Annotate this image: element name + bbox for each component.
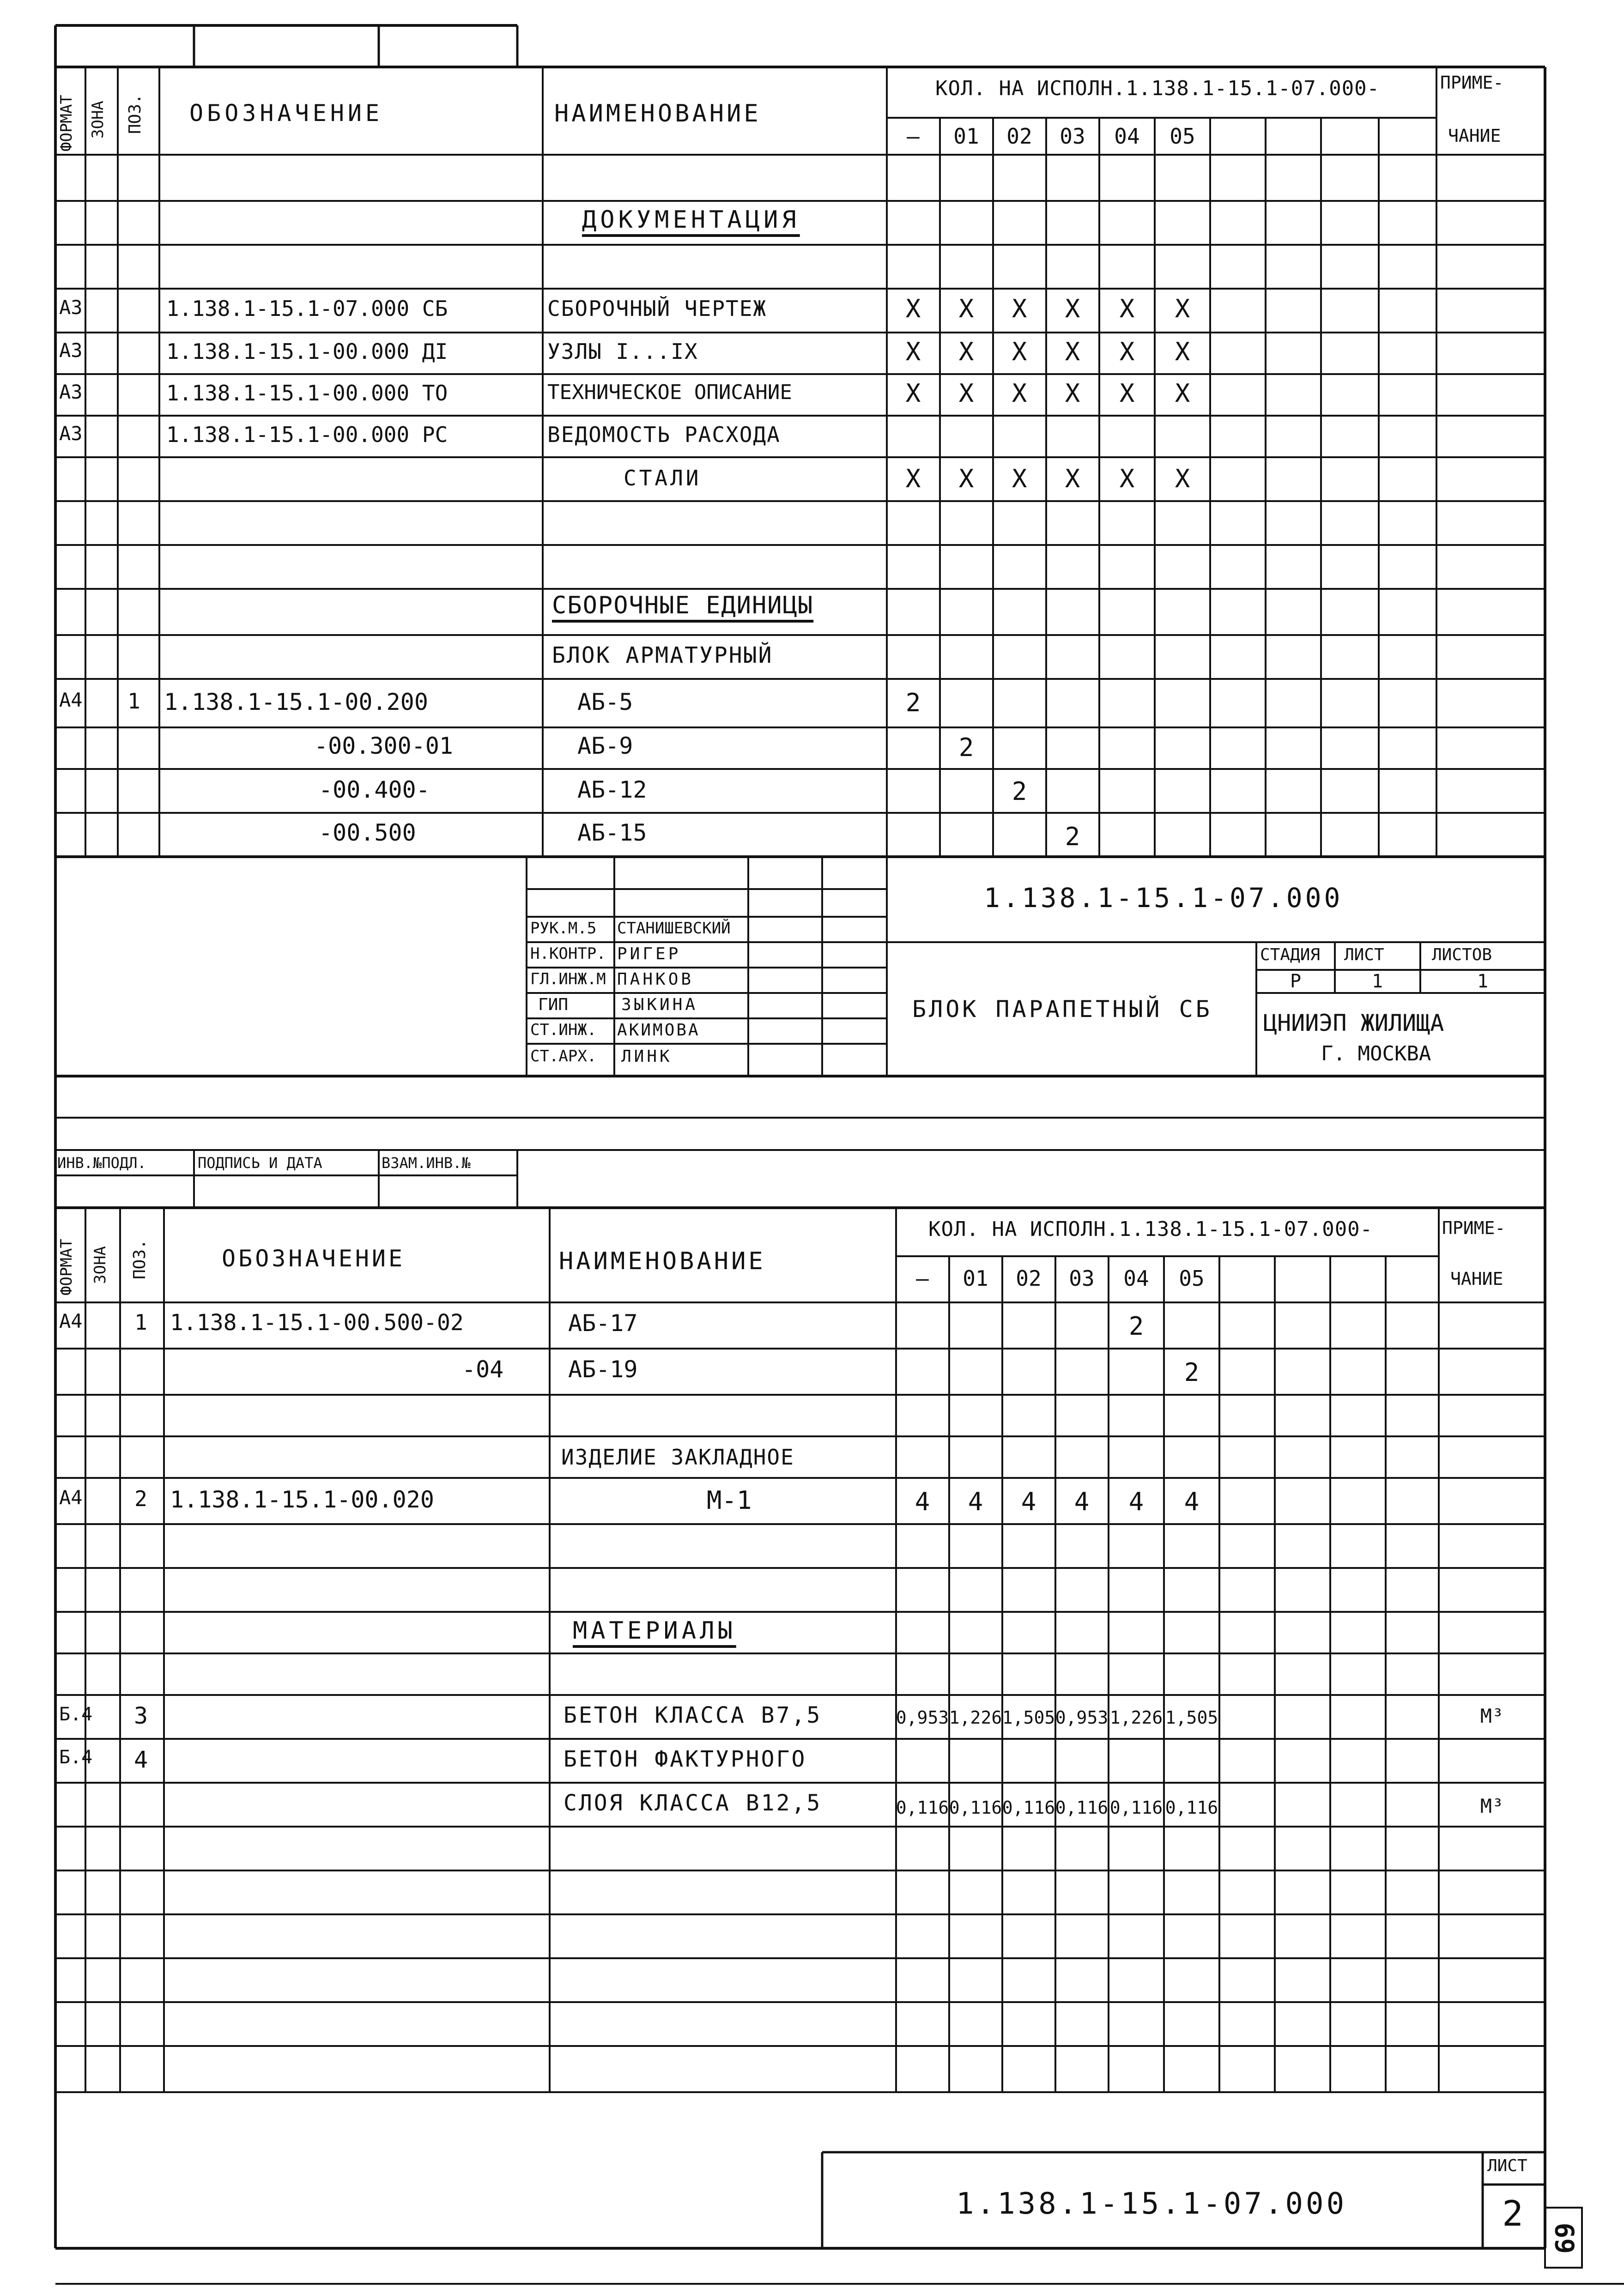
title-block-title: БЛОК ПАРАПЕТНЫЙ СБ xyxy=(912,996,1212,1023)
s2-r5-note: М³ xyxy=(1480,1795,1504,1817)
s2-r1-q5: 2 xyxy=(1184,1358,1200,1387)
title-stage-label: СТАДИЯ xyxy=(1260,945,1321,964)
s1-r8-name: АБ-12 xyxy=(577,776,647,803)
tb-person-2: ПАНКОВ xyxy=(617,970,694,989)
s1-r0-name: СБОРОЧНЫЙ ЧЕРТЕЖ xyxy=(547,296,767,321)
s1-r0-q1: X xyxy=(958,294,974,323)
s2-r0-fmt: А4 xyxy=(59,1310,83,1332)
tb-person-0: СТАНИШЕВСКИЙ xyxy=(617,919,731,938)
s2-r2-q1: 4 xyxy=(968,1487,983,1516)
variant-h-0: — xyxy=(907,124,920,149)
s1-r6-des: 1.138.1-15.1-00.200 xyxy=(164,689,428,715)
header-note-1: ПРИМЕ- xyxy=(1440,73,1504,93)
header2-designation: ОБОЗНАЧЕНИЕ xyxy=(222,1245,406,1272)
s1-r1-q4: X xyxy=(1119,337,1135,366)
header-name: НАИМЕНОВАНИЕ xyxy=(554,100,761,127)
variant2-h-2: 02 xyxy=(1016,1266,1042,1291)
s2-r2-name: М-1 xyxy=(707,1486,752,1515)
variant2-h-0: — xyxy=(916,1266,929,1291)
tb-role-1: Н.КОНТР. xyxy=(530,944,606,963)
s1-r2-q4: X xyxy=(1119,379,1135,408)
s2-r1-name: АБ-19 xyxy=(568,1356,638,1383)
s1-r2-q1: X xyxy=(958,379,974,408)
s2-r3-q2: 1,505 xyxy=(1002,1707,1055,1728)
s1-r6-fmt: А4 xyxy=(59,689,83,711)
title-sheet-label: ЛИСТ xyxy=(1344,945,1384,964)
s1-r4-q1: X xyxy=(958,464,974,493)
s2-r0-q4: 2 xyxy=(1128,1312,1144,1341)
s2-r3-pos: 3 xyxy=(133,1702,148,1729)
s1-r1-name: УЗЛЫ I...IX xyxy=(547,339,698,364)
header-qty-title: КОЛ. НА ИСПОЛН.1.138.1-15.1-07.000- xyxy=(935,77,1380,100)
s1-r6-name: АБ-5 xyxy=(577,689,633,715)
s2-r5-q3: 0,116 xyxy=(1055,1798,1109,1818)
variant2-h-3: 03 xyxy=(1069,1266,1095,1291)
s1-r0-des: 1.138.1-15.1-07.000 СБ xyxy=(166,296,448,321)
variant-h-2: 02 xyxy=(1006,124,1032,149)
s1-r4-q5: X xyxy=(1175,464,1190,493)
s2-r4-pos: 4 xyxy=(133,1746,148,1773)
s1-r1-q1: X xyxy=(958,337,974,366)
s1-r8-des: -00.400- xyxy=(319,776,430,803)
footer-code: 1.138.1-15.1-07.000 xyxy=(956,2187,1347,2221)
s1-r7-name: АБ-9 xyxy=(577,732,633,759)
header-designation: ОБОЗНАЧЕНИЕ xyxy=(189,100,383,127)
header-zone: ЗОНА xyxy=(89,101,107,139)
tb-person-5: ЛИНК xyxy=(621,1047,673,1066)
s2-r1-des: -04 xyxy=(462,1356,504,1383)
organization: ЦНИИЭП ЖИЛИЩА xyxy=(1263,1010,1444,1036)
title-sheets: 1 xyxy=(1477,971,1489,992)
s1-r0-q0: X xyxy=(905,294,921,323)
page-number: 69 xyxy=(1551,2222,1581,2254)
title-stage: Р xyxy=(1290,971,1302,992)
s2-r5-q2: 0,116 xyxy=(1002,1798,1055,1818)
s2-r2-des: 1.138.1-15.1-00.020 xyxy=(170,1486,434,1513)
section-embedded: ИЗДЕЛИЕ ЗАКЛАДНОЕ xyxy=(561,1445,794,1470)
s1-r4-q2: X xyxy=(1012,464,1027,493)
s1-r7-q1: 2 xyxy=(958,733,974,762)
s1-r4-q4: X xyxy=(1119,464,1135,493)
header2-note-2: ЧАНИЕ xyxy=(1450,1269,1503,1289)
s1-r7-des: -00.300-01 xyxy=(314,732,454,759)
s1-r9-q3: 2 xyxy=(1065,822,1080,851)
s2-r3-q5: 1,505 xyxy=(1165,1707,1218,1728)
s1-r0-q5: X xyxy=(1175,294,1190,323)
s1-r6-pos: 1 xyxy=(127,689,140,714)
s2-r2-fmt: А4 xyxy=(59,1486,83,1509)
sign-date-label: ПОДПИСЬ И ДАТА xyxy=(198,1154,322,1172)
s1-r1-des: 1.138.1-15.1-00.000 ДI xyxy=(166,339,448,364)
variant-h-5: 05 xyxy=(1170,124,1195,149)
s2-r3-q1: 1,226 xyxy=(949,1707,1002,1728)
s1-r2-q0: X xyxy=(905,379,921,408)
footer-sheet-number: 2 xyxy=(1502,2193,1523,2234)
s2-r4-fmt: Б.4 xyxy=(59,1747,93,1768)
header2-format: ФОРМАТ xyxy=(57,1239,76,1295)
s1-r1-q5: X xyxy=(1175,337,1190,366)
s2-r5-q1: 0,116 xyxy=(949,1798,1002,1818)
s1-r0-q2: X xyxy=(1012,294,1027,323)
title-sheet: 1 xyxy=(1371,971,1383,992)
s1-r1-fmt: А3 xyxy=(59,339,83,362)
tb-person-1: РИГЕР xyxy=(617,944,681,963)
section-materials: МАТЕРИАЛЫ xyxy=(573,1617,736,1645)
s2-r3-fmt: Б.4 xyxy=(59,1704,93,1725)
s1-r0-fmt: А3 xyxy=(59,296,83,319)
s1-r0-q3: X xyxy=(1065,294,1080,323)
s2-r2-q5: 4 xyxy=(1184,1487,1200,1516)
s2-r0-pos: 1 xyxy=(134,1310,147,1335)
footer-sheet-label: ЛИСТ xyxy=(1487,2156,1527,2175)
s2-r2-q3: 4 xyxy=(1074,1487,1090,1516)
s1-r2-fmt: А3 xyxy=(59,381,83,403)
header2-qty-title: КОЛ. НА ИСПОЛН.1.138.1-15.1-07.000- xyxy=(928,1217,1373,1241)
s1-r4-name: СТАЛИ xyxy=(624,466,702,490)
s1-r1-q3: X xyxy=(1065,337,1080,366)
s1-r6-q0: 2 xyxy=(905,688,921,717)
signatures xyxy=(757,860,813,1018)
header2-name: НАИМЕНОВАНИЕ xyxy=(559,1247,766,1275)
s2-r3-q4: 1,226 xyxy=(1109,1707,1163,1728)
s1-r3-des: 1.138.1-15.1-00.000 РС xyxy=(166,422,448,447)
s1-r8-q2: 2 xyxy=(1012,777,1027,806)
s2-r5-q0: 0,116 xyxy=(896,1798,949,1818)
s2-r2-pos: 2 xyxy=(134,1486,147,1511)
s2-r3-name: БЕТОН КЛАССА В7,5 xyxy=(564,1702,822,1728)
s2-r2-q4: 4 xyxy=(1128,1487,1144,1516)
s1-r0-q4: X xyxy=(1119,294,1135,323)
tb-role-0: РУК.М.5 xyxy=(530,919,597,938)
s2-r2-q0: 4 xyxy=(915,1487,930,1516)
tb-role-5: СТ.АРХ. xyxy=(530,1047,597,1065)
section-documentation: ДОКУМЕНТАЦИЯ xyxy=(582,206,800,234)
tb-role-2: ГЛ.ИНЖ.М xyxy=(530,970,606,988)
s1-r1-q0: X xyxy=(905,337,921,366)
header2-zone: ЗОНА xyxy=(91,1246,109,1284)
s1-r9-des: -00.500 xyxy=(319,819,416,846)
s1-r4-q0: X xyxy=(905,464,921,493)
s2-r0-name: АБ-17 xyxy=(568,1310,638,1337)
s2-r5-q4: 0,116 xyxy=(1109,1798,1163,1818)
s1-r2-des: 1.138.1-15.1-00.000 ТО xyxy=(166,381,448,406)
s2-r3-q3: 0,953 xyxy=(1055,1707,1109,1728)
variant-h-3: 03 xyxy=(1060,124,1085,149)
title-sheets-label: ЛИСТОВ xyxy=(1432,945,1492,964)
header-note-2: ЧАНИЕ xyxy=(1448,126,1501,146)
swap-inv-label: ВЗАМ.ИНВ.№ xyxy=(382,1154,471,1172)
s1-r4-q3: X xyxy=(1065,464,1080,493)
s1-r2-q5: X xyxy=(1175,379,1190,408)
s1-r2-q3: X xyxy=(1065,379,1080,408)
s2-r5-q5: 0,116 xyxy=(1165,1798,1218,1818)
s2-r2-q2: 4 xyxy=(1021,1487,1036,1516)
tb-person-4: АКИМОВА xyxy=(617,1021,700,1040)
variant-h-1: 01 xyxy=(953,124,979,149)
header2-pos: ПОЗ. xyxy=(130,1239,149,1279)
s2-r0-des: 1.138.1-15.1-00.500-02 xyxy=(170,1310,464,1336)
inv-number-label: ИНВ.№ПОДЛ. xyxy=(57,1154,146,1172)
header-pos: ПОЗ. xyxy=(126,94,145,134)
tb-role-4: СТ.ИНЖ. xyxy=(530,1021,597,1039)
s2-r3-q0: 0,953 xyxy=(896,1707,949,1728)
header-format: ФОРМАТ xyxy=(57,95,76,151)
variant2-h-1: 01 xyxy=(963,1266,988,1291)
s1-r9-name: АБ-15 xyxy=(577,819,647,846)
organization-city: Г. МОСКВА xyxy=(1321,1042,1431,1065)
section-assembly-units: СБОРОЧНЫЕ ЕДИНИЦЫ xyxy=(552,592,814,619)
variant2-h-4: 04 xyxy=(1123,1266,1149,1291)
s1-r3-name: ВЕДОМОСТЬ РАСХОДА xyxy=(547,422,781,447)
header2-note-1: ПРИМЕ- xyxy=(1442,1218,1506,1238)
tb-role-3: ГИП xyxy=(538,995,569,1014)
s1-r3-fmt: А3 xyxy=(59,422,83,445)
s2-r3-note: М³ xyxy=(1480,1705,1504,1727)
tb-person-3: ЗЫКИНА xyxy=(621,995,698,1014)
title-block-code: 1.138.1-15.1-07.000 xyxy=(984,882,1343,914)
s2-r5-name: СЛОЯ КЛАССА В12,5 xyxy=(564,1790,822,1816)
s1-r1-q2: X xyxy=(1012,337,1027,366)
s1-r2-name: ТЕХНИЧЕСКОЕ ОПИСАНИЕ xyxy=(547,381,792,404)
variant-h-4: 04 xyxy=(1114,124,1140,149)
s1-r5-name: БЛОК АРМАТУРНЫЙ xyxy=(552,642,773,668)
s1-r2-q2: X xyxy=(1012,379,1027,408)
variant2-h-5: 05 xyxy=(1179,1266,1205,1291)
s2-r4-name: БЕТОН ФАКТУРНОГО xyxy=(564,1746,807,1772)
